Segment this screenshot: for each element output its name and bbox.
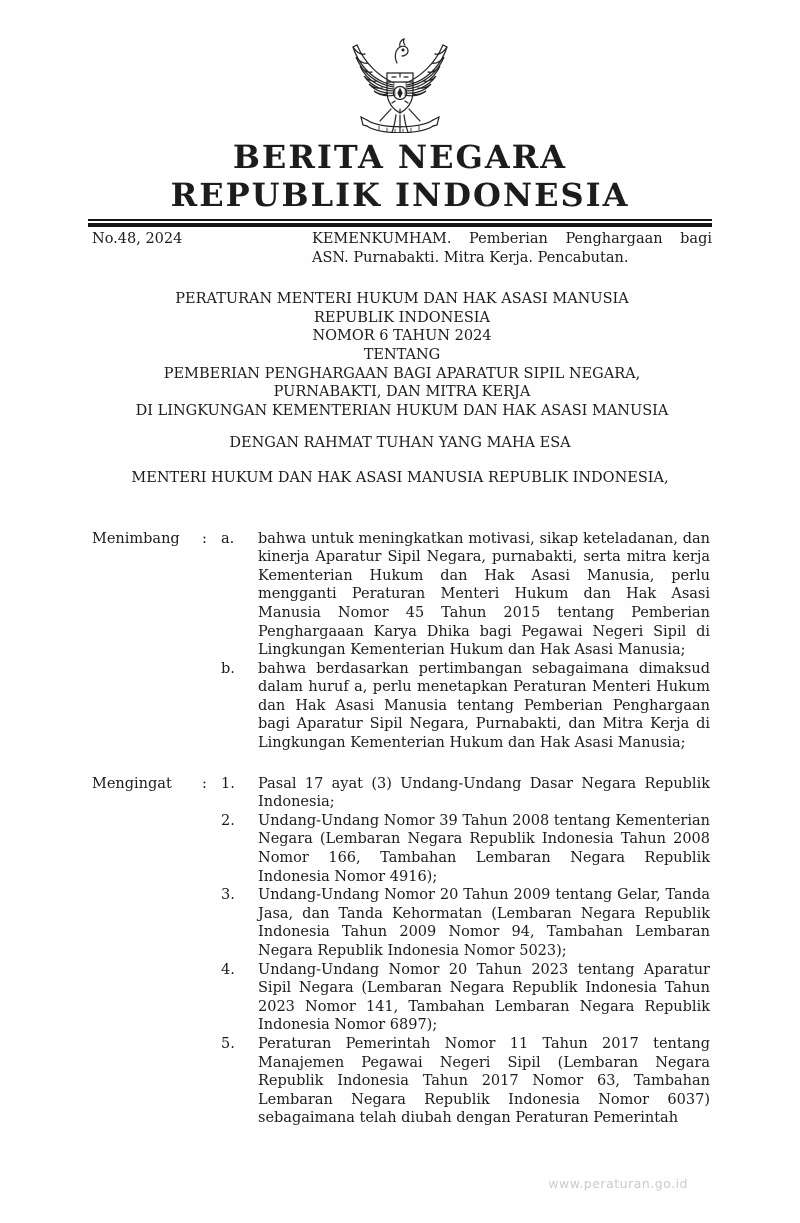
item-marker: 1. xyxy=(221,775,235,792)
regulation-title-line: REPUBLIK INDONESIA xyxy=(313,309,490,326)
section-label: Mengingat xyxy=(92,775,172,792)
legal-basis-section xyxy=(92,775,710,1128)
item-text: bahwa berdasarkan pertimbangan sebagaimana dimaksud dalam huruf a, perlu menetapkan Peraturan Menteri Hukum dan Hak Asasi Manusia tentang Pemberian Penghargaan bagi Aparatur Sipil Negara, Purnabakti, dan Mitra Kerja di Lingkungan Kementerian Hukum dan Hak Asasi Manusia; xyxy=(258,660,710,752)
regulation-title-line: PURNABAKTI, DAN MITRA KERJA xyxy=(273,384,531,401)
item-text: Pasal 17 ayat (3) Undang-Undang Dasar Negara Republik Indonesia; xyxy=(258,775,710,811)
issue-subject xyxy=(312,230,712,267)
regulation-title-line: PERATURAN MENTERI HUKUM DAN HAK ASASI MANUSIA xyxy=(175,291,629,308)
item-marker: b. xyxy=(221,660,235,677)
masthead-divider xyxy=(88,219,712,227)
consideration-item xyxy=(92,530,710,660)
garuda-pancasila-emblem xyxy=(347,33,453,133)
section-label: Menimbang xyxy=(92,530,180,547)
considerations-section xyxy=(92,530,710,753)
item-text: Peraturan Pemerintah Nomor 11 Tahun 2017 tentang Manajemen Pegawai Negeri Sipil (Lembaran Negara Republik Indonesia Tahun 2017 Nomor 63, Tambahan Lembaran Negara Republik Indonesia Nomor 6037) sebagaimana telah diubah dengan Peraturan Pemerintah xyxy=(258,1035,710,1127)
masthead-title-line2: REPUBLIK INDONESIA xyxy=(170,176,630,214)
item-marker: a. xyxy=(221,530,235,547)
legal-basis-item xyxy=(92,1035,710,1128)
issue-subject-line1: KEMENKUMHAM. Pemberian Penghargaan bagi xyxy=(312,231,712,247)
legal-basis-item xyxy=(92,775,710,812)
regulation-title-line: PEMBERIAN PENGHARGAAN BAGI APARATUR SIPIL NEGARA, xyxy=(163,365,641,382)
item-marker: 4. xyxy=(221,961,235,978)
issue-number: No.48, 2024 xyxy=(92,231,183,247)
regulation-title-line: TENTANG xyxy=(363,346,441,363)
regulation-title xyxy=(92,290,712,420)
masthead-title-line1: BERITA NEGARA xyxy=(232,138,568,176)
item-text: bahwa untuk meningkatkan motivasi, sikap keteladanan, dan kinerja Aparatur Sipil Negara, purnabakti, serta mitra kerja Kementerian Hukum dan Hak Asasi Manusia, perlu mengganti Peraturan Menteri Hukum dan Hak Asasi Manusia Nomor 45 Tahun 2015 tentang Pemberian Penghargaaan Karya Dhika bagi Pegawai Negeri Sipil di Lingkungan Kementerian Hukum dan Hak Asasi Manusia; xyxy=(258,530,710,659)
item-text: Undang-Undang Nomor 20 Tahun 2009 tentang Gelar, Tanda Jasa, dan Tanda Kehormatan (Lembaran Negara Republik Indonesia Tahun 2009 Nomor 94, Tambahan Lembaran Negara Republik Indonesia Nomor 5023); xyxy=(258,887,710,959)
item-marker: 5. xyxy=(221,1035,235,1052)
legal-basis-item xyxy=(92,886,710,960)
watermark: www.peraturan.go.id xyxy=(548,1176,688,1191)
item-marker: 2. xyxy=(221,812,235,829)
invocation: DENGAN RAHMAT TUHAN YANG MAHA ESA xyxy=(229,435,571,452)
item-text: Undang-Undang Nomor 39 Tahun 2008 tentang Kementerian Negara (Lembaran Negara Republik Indonesia Tahun 2008 Nomor 166, Tambahan Lembaran Negara Republik Indonesia Nomor 4916); xyxy=(258,812,710,885)
masthead xyxy=(0,138,800,214)
issue-subject-line2: ASN. Purnabakti. Mitra Kerja. Pencabutan. xyxy=(312,249,629,266)
issue-meta-row xyxy=(92,230,712,267)
section-separator: : xyxy=(202,530,207,547)
legal-basis-item xyxy=(92,961,710,1035)
consideration-item xyxy=(92,660,710,753)
legal-basis-item xyxy=(92,812,710,886)
section-separator: : xyxy=(202,775,207,792)
regulation-title-line: NOMOR 6 TAHUN 2024 xyxy=(312,328,492,345)
regulation-title-line: DI LINGKUNGAN KEMENTERIAN HUKUM DAN HAK ASASI MANUSIA xyxy=(135,402,669,419)
authority: MENTERI HUKUM DAN HAK ASASI MANUSIA REPUBLIK INDONESIA, xyxy=(131,469,669,486)
item-marker: 3. xyxy=(221,887,235,904)
item-text: Undang-Undang Nomor 20 Tahun 2023 tentang Aparatur Sipil Negara (Lembaran Negara Republik Indonesia Tahun 2023 Nomor 141, Tambahan Lembaran Negara Republik Indonesia Nomor 6897); xyxy=(258,961,710,1034)
